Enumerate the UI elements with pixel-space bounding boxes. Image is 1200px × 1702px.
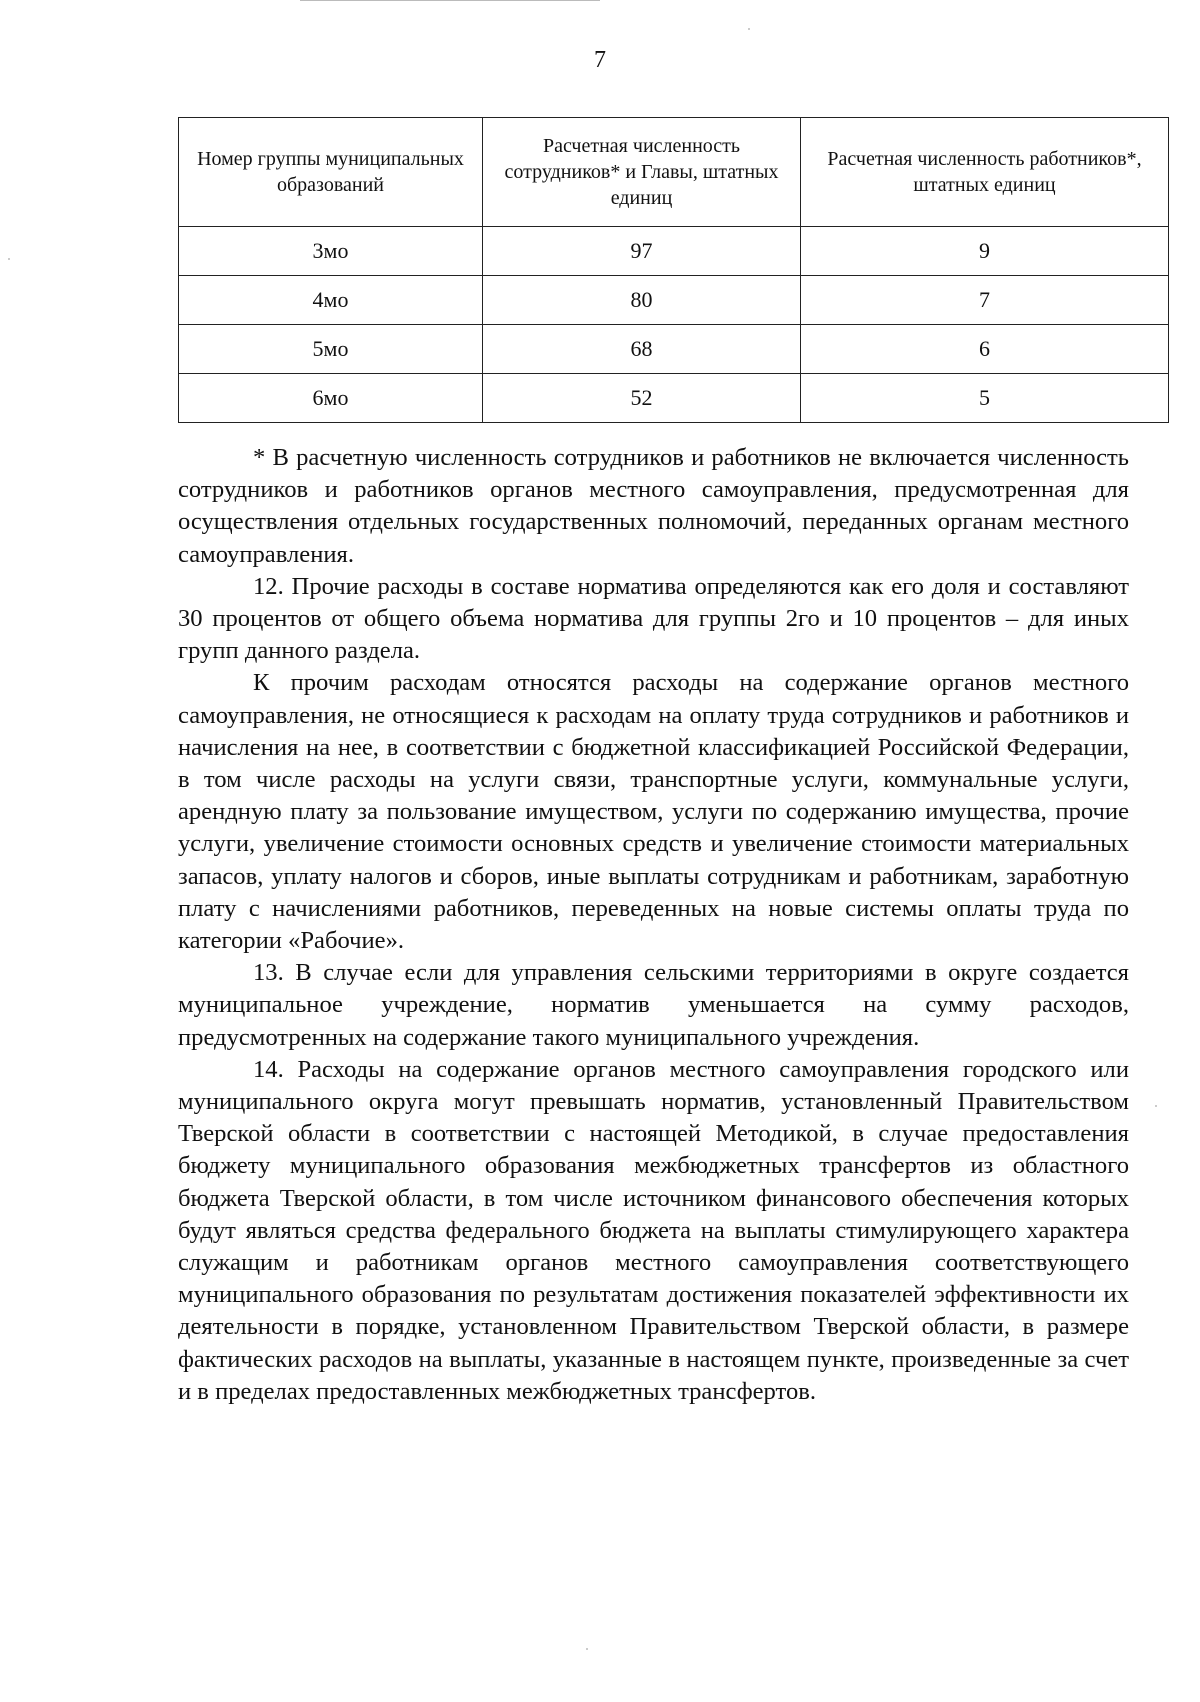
footnote-paragraph: * В расчетную численность сотрудников и работников не включается численность сотрудников и работников органов местного самоуправления, предусмотренная для осуществления отдельных государственных полномочий, переданных органам местного самоуправления. [178,444,1129,568]
paragraph-other-expenses: К прочим расходам относятся расходы на содержание органов местного самоуправления, не относящиеся к расходам на оплату труда сотрудников и работников и начисления на нее, в соответствии с бюджетной классификацией Российской Федерации, в том числе расходы на услуги связи, транспортные услуги, коммунальные услуги, арендную плату за пользование имуществом, услуги по содержанию имущества, прочие услуги, увеличение стоимости основных средств и увеличение стоимости материальных запасов, уплату налогов и сборов, иные выплаты сотрудникам и работникам, заработную плату с начислениями работников, переведенных на новые системы оплаты труда по категории «Рабочие». [178,669,1129,955]
cell-group: 6мо [179,374,483,423]
table-row [179,374,1169,423]
cell-workers: 6 [801,325,1169,374]
table-row [179,276,1169,325]
cell-workers: 5 [801,374,1169,423]
scan-speck [1155,1105,1157,1107]
table-row [179,325,1169,374]
cell-group: 5мо [179,325,483,374]
cell-staff: 52 [483,374,801,423]
scan-speck [748,28,750,30]
cell-group: 4мо [179,276,483,325]
staffing-table [178,117,1169,423]
document-body [178,442,1129,1408]
cell-workers: 9 [801,227,1169,276]
header-group-number: Номер группы муниципальных образований [179,118,483,227]
paragraph-12: 12. Прочие расходы в составе норматива определяются как его доля и составляют 30 процентов от общего объема норматива для группы 2го и 10 процентов – для иных групп данного раздела. [178,572,1129,665]
header-staff-count: Расчетная численность сотрудников* и Главы, штатных единиц [483,118,801,227]
scan-speck [8,258,10,260]
scan-edge-line [300,0,600,1]
scan-speck [586,1648,588,1650]
header-workers-count: Расчетная численность работников*, штатных единиц [801,118,1169,227]
paragraph-13: 13. В случае если для управления сельскими территориями в округе создается муниципальное учреждение, норматив уменьшается на сумму расходов, предусмотренных на содержание такого муниципального учреждения. [178,959,1129,1051]
cell-workers: 7 [801,276,1169,325]
table-row [179,227,1169,276]
page-number: 7 [594,47,606,73]
cell-staff: 97 [483,227,801,276]
cell-staff: 68 [483,325,801,374]
table-header-row [179,118,1169,227]
cell-staff: 80 [483,276,801,325]
cell-group: 3мо [179,227,483,276]
paragraph-14: 14. Расходы на содержание органов местного самоуправления городского или муниципального округа могут превышать норматив, установленный Правительством Тверской области в соответствии с настоящей Методикой, в случае предоставления бюджету муниципального образования межбюджетных трансфертов из областного бюджета Тверской области, в том числе источником финансового обеспечения которых будут являться средства федерального бюджета на выплаты стимулирующего характера служащим и работникам органов местного самоуправления соответствующего муниципального образования по результатам достижения показателей эффективности их деятельности в порядке, установленном Правительством Тверской области, в размере фактических расходов на выплаты, указанные в настоящем пункте, произведенные за счет и в пределах предоставленных межбюджетных трансфертов. [178,1055,1129,1405]
